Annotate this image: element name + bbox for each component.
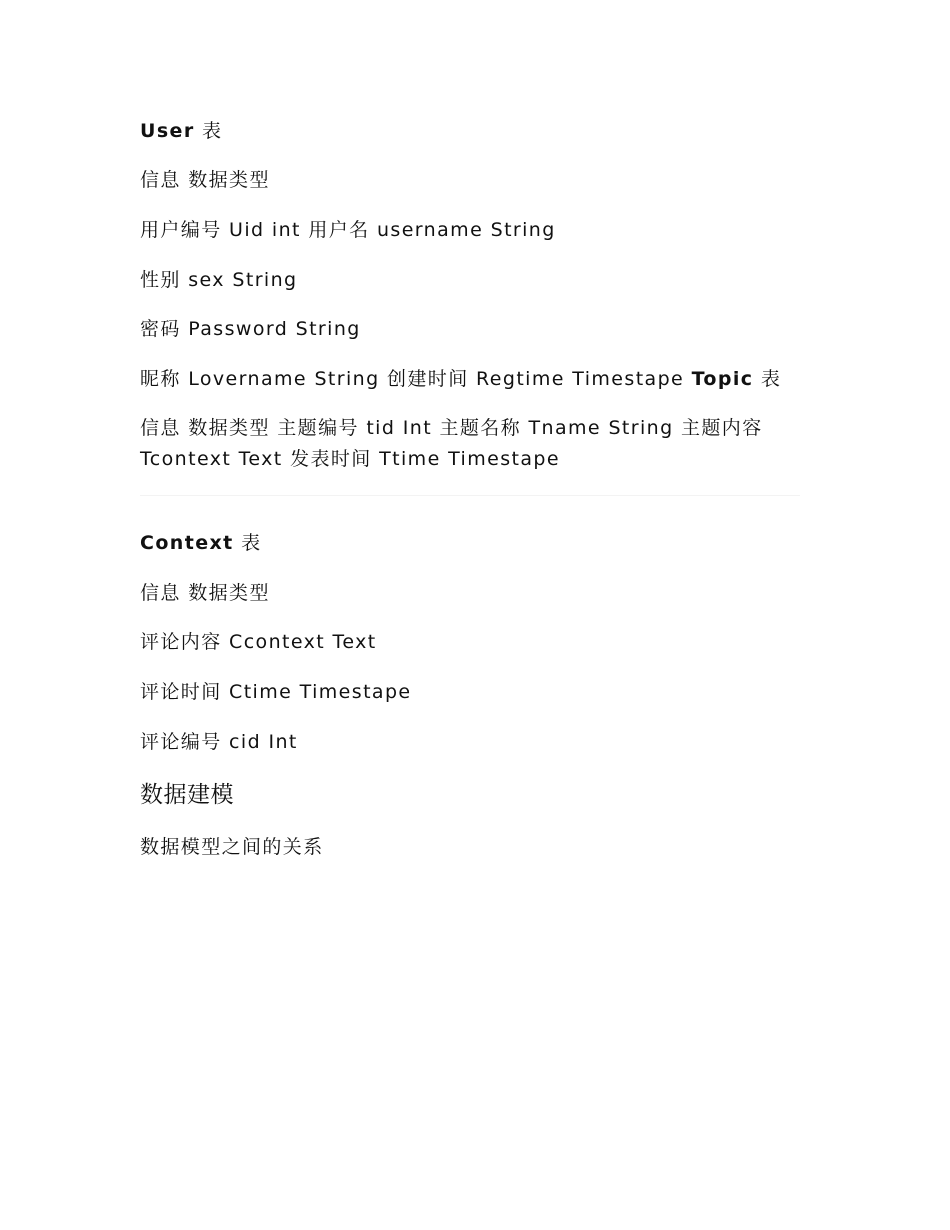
topic-fields-paragraph: 信息 数据类型 主题编号 tid Int 主题名称 Tname String 主题内容 Tcontext Text 发表时间 Ttime Timestape [140,417,763,470]
context-table-name: Context [140,532,234,554]
user-field-row: 密码 Password String [140,318,361,340]
context-field-row: 评论编号 cid Int [140,731,298,753]
topic-table-name: Topic [691,368,754,390]
user-table-suffix: 表 [202,120,223,142]
context-columns-header: 信息 数据类型 [140,582,270,604]
user-table-name: User [140,120,195,142]
user-field-row [140,364,781,395]
section-divider [140,495,800,496]
user-field-row: 用户编号 Uid int 用户名 username String [140,219,556,241]
user-columns-header: 信息 数据类型 [140,169,270,191]
context-field-row: 评论时间 Ctime Timestape [140,681,412,703]
context-table-heading [140,528,262,559]
user-field-row-text: 昵称 Lovername String 创建时间 Regtime Timestape [140,368,692,390]
user-table-heading [140,116,222,147]
modeling-heading: 数据建模 [140,782,234,808]
modeling-subtitle: 数据模型之间的关系 [140,836,324,858]
context-field-row: 评论内容 Ccontext Text [140,631,377,653]
topic-table-suffix: 表 [760,368,782,390]
context-table-suffix: 表 [241,532,262,554]
user-field-row: 性别 sex String [140,269,298,291]
